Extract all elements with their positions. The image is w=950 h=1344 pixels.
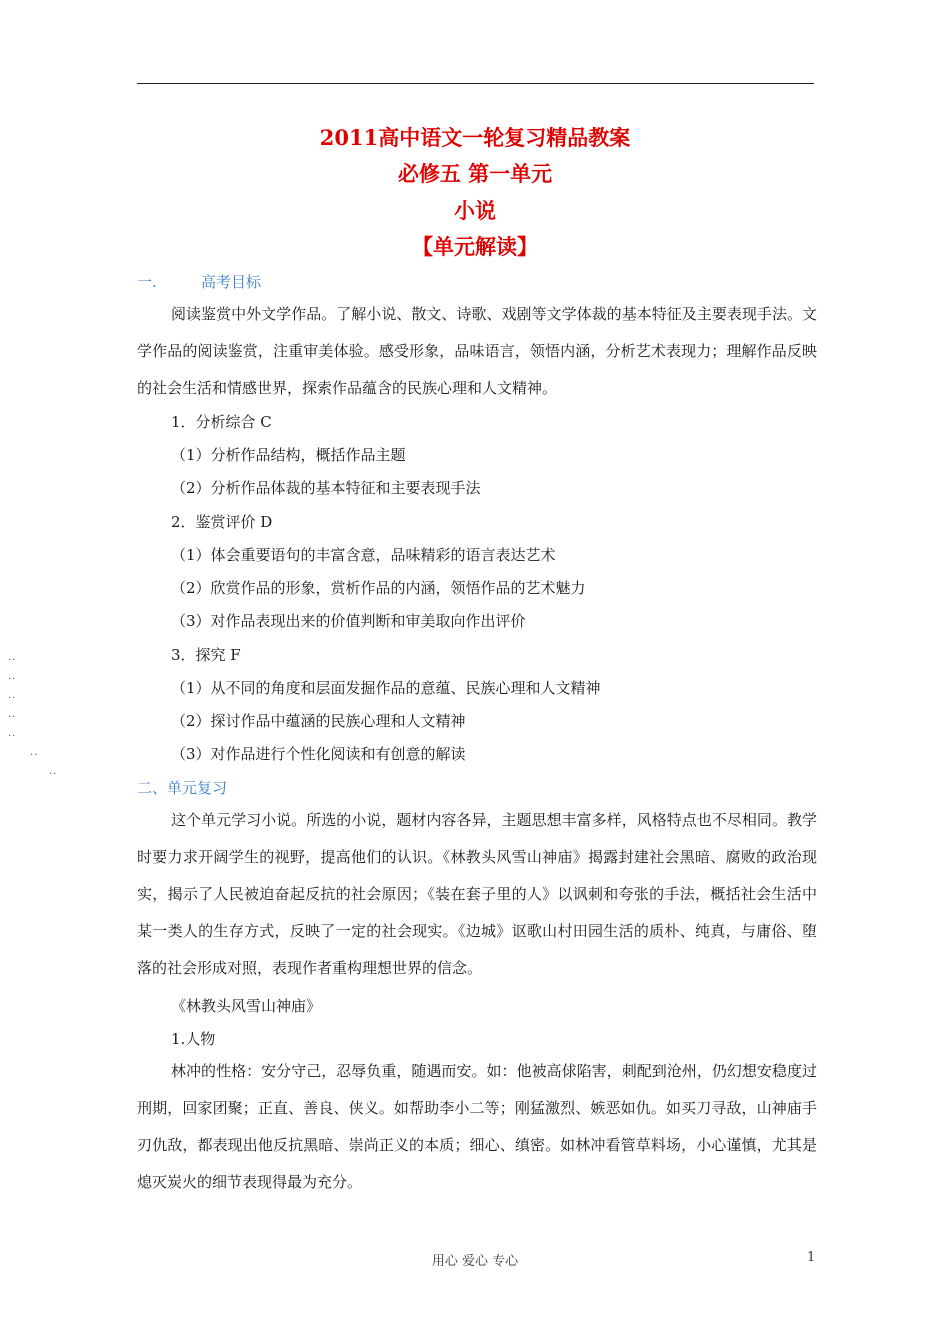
margin-mark: ..: [8, 690, 17, 701]
list-item: （2）探讨作品中蕴涵的民族心理和人文精神: [171, 712, 466, 730]
section1-number: 一.: [137, 273, 157, 291]
list-item: （2）分析作品体裁的基本特征和主要表现手法: [171, 479, 481, 497]
document-subtitle: 必修五 第一单元: [397, 161, 553, 186]
list-item: 2．鉴赏评价 D: [171, 513, 273, 531]
sub-heading: 1.人物: [171, 1030, 216, 1048]
section1-heading-text: 高考目标: [201, 273, 262, 291]
margin-mark: ..: [49, 766, 58, 777]
list-item: 1．分析综合 C: [171, 413, 272, 431]
document-title: 2011高中语文一轮复习精品教案: [319, 125, 631, 150]
margin-mark: ..: [8, 652, 17, 663]
character-paragraph: 林冲的性格：安分守己，忍辱负重，随遇而安。如：他被高俅陷害，刺配到沧州，仍幻想安稳度过刑期，回家团聚；正直、善良、侠义。如帮助李小二等；刚猛激烈、嫉恶如仇。如买刀寻敌，山神庙手刃仇敌，都表现出他反抗黑暗、崇尚正义的本质；细心、缜密。如林冲看管草料场，小心谨慎，尤其是熄灭炭火的细节表现得最为充分。: [137, 1062, 817, 1191]
section1-intro: 阅读鉴赏中外文学作品。了解小说、散文、诗歌、戏剧等文学体裁的基本特征及主要表现手法。文学作品的阅读鉴赏，注重审美体验。感受形象，品味语言，领悟内涵，分析艺术表现力；理解作品反映的社会生活和情感世界，探索作品蕴含的民族心理和人文精神。: [137, 305, 817, 397]
section2-intro: 这个单元学习小说。所选的小说，题材内容各异，主题思想丰富多样，风格特点也不尽相同。教学时要力求开阔学生的视野，提高他们的认识。《林教头风雪山神庙》揭露封建社会黑暗、腐败的政治现实，揭示了人民被迫奋起反抗的社会原因；《装在套子里的人》以讽刺和夸张的手法，概括社会生活中某一类人的生存方式，反映了一定的社会现实。《边城》讴歌山村田园生活的质朴、纯真，与庸俗、堕落的社会形成对照，表现作者重构理想世界的信念。: [137, 811, 817, 977]
list-item: （1）分析作品结构，概括作品主题: [171, 446, 406, 464]
page-number: 1: [807, 1250, 816, 1265]
list-item: （3）对作品表现出来的价值判断和审美取向作出评价: [171, 612, 526, 630]
margin-mark: ..: [8, 728, 17, 739]
list-item: 3．探究 F: [171, 646, 241, 664]
margin-mark: ..: [8, 709, 17, 720]
margin-mark: ..: [8, 671, 17, 682]
list-item: （1）从不同的角度和层面发掘作品的意蕴、民族心理和人文精神: [171, 679, 601, 697]
list-item: （3）对作品进行个性化阅读和有创意的解读: [171, 745, 466, 763]
document-topic: 小说: [454, 198, 496, 223]
section2-heading: 二、单元复习: [137, 779, 228, 797]
section1-heading: [137, 271, 261, 293]
list-item: （1）体会重要语句的丰富含意，品味精彩的语言表达艺术: [171, 546, 556, 564]
list-item: （2）欣赏作品的形象，赏析作品的内涵，领悟作品的艺术魅力: [171, 579, 586, 597]
footer-motto: 用心 爱心 专心: [431, 1254, 519, 1269]
section-label: 【单元解读】: [412, 234, 538, 259]
margin-mark: ..: [30, 747, 39, 758]
header-rule: [137, 83, 814, 84]
work-title: 《林教头风雪山神庙》: [171, 997, 322, 1015]
